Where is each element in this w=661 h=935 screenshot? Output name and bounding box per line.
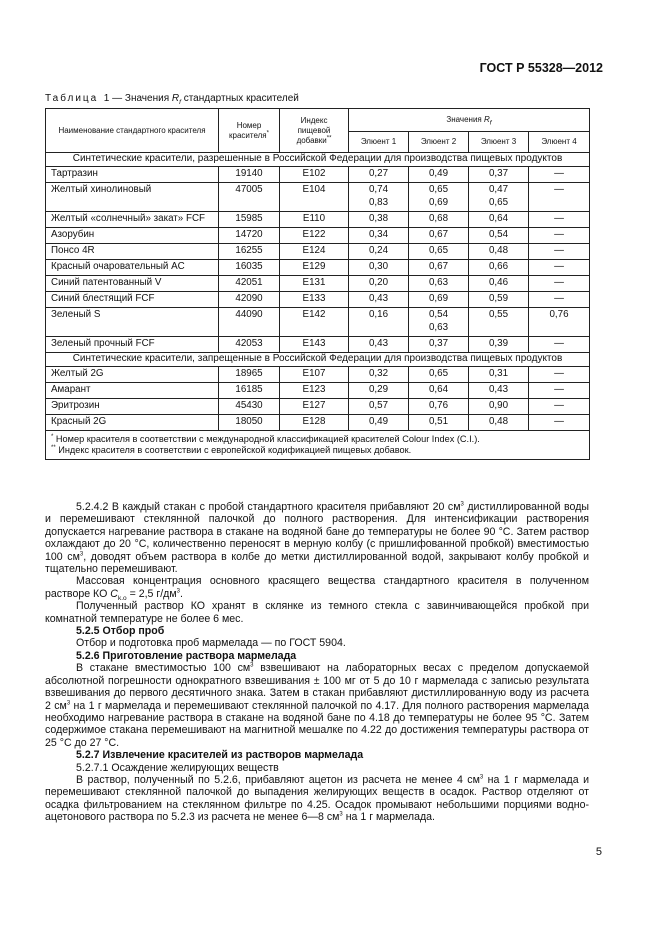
caption-text-before: — Значения (112, 93, 170, 104)
table-row: Эритрозин 45430 E127 0,57 0,76 0,90 — (46, 399, 590, 415)
table-row: Зеленый S 44090 E142 0,16 0,54 0,63 0,55 0,76 (46, 308, 590, 337)
heading-5-2-7: 5.2.7 Извлечение красителей из растворов мармелада (76, 749, 364, 762)
paragraph-concentration: Массовая концентрация основного красящего вещества стандартного красителя в полученном растворе КО $C_{k.o} = 2,5$ $г/дм^3$. (45, 575, 589, 602)
table-row: Желтый хинолиновый 47005 E104 0,74 0,83 0,65 0,69 0,47 0,65 — (46, 183, 590, 212)
table-row: Синий патентованный V 42051 E131 0,20 0,63 0,46 — (46, 276, 590, 292)
caption-number: 1 (103, 93, 110, 104)
paragraph-acetone: В раствор, полученный по 5.2.6, прибавляют ацетон из расчета не менее 4 $см^3$ на 1 г мармелада и перемешивают стеклянной палочкой до выпадения желирующих веществ в осадок. Раствор отделяют от осадка фильтрованием на стеклянном фильтре по 4.25. Осадок промывают небольшими порциями водно-ацетонового раствора по 5.2.3 из расчета не менее 6—8 $см^3$ на 1 г мармелада. (45, 773, 589, 824)
header-number: Номер красителя* (219, 109, 280, 153)
header-eluent-2: Элюент 2 (409, 132, 469, 153)
caption-rf: $R_f$ (171, 93, 181, 106)
table-row: Тартразин 19140 E102 0,27 0,49 0,37 — (46, 167, 590, 183)
table-row: Синий блестящий FCF 42090 E133 0,43 0,69 0,59 — (46, 292, 590, 308)
header-values: Значения $R_f$ (349, 109, 590, 132)
table-row: Красный очаровательный AC 16035 E129 0,30 0,67 0,66 — (46, 260, 590, 276)
paragraph-5-2-7-1: 5.2.7.1 Осаждение желирующих веществ (76, 761, 279, 774)
body-text (45, 501, 589, 824)
header-index: Индекс пищевой добавки** (280, 109, 349, 153)
caption-prefix: Таблица (45, 93, 99, 104)
section-forbidden: Синтетические красители, запрещенные в Российской Федерации для производства пищевых продуктов (46, 353, 590, 367)
table-row: Зеленый прочный FCF 42053 E143 0,43 0,37 0,39 — (46, 337, 590, 353)
heading-5-2-5: 5.2.5 Отбор проб (76, 625, 165, 638)
header-name: Наименование стандартного красителя (46, 109, 219, 153)
table-footnotes (46, 431, 590, 460)
table-row: Красный 2G 18050 E128 0,49 0,51 0,48 — (46, 415, 590, 431)
footnote-2: ** Индекс красителя в соответствии с европейской кодификацией пищевых добавок. (51, 444, 412, 455)
heading-5-2-6: 5.2.6 Приготовление раствора мармелада (76, 649, 297, 662)
caption-text-after: стандартных красителей (183, 93, 299, 104)
table-row: Желтый «солнечный» закат» FCF 15985 E110 0,38 0,68 0,64 — (46, 212, 590, 228)
document-id: ГОСТ Р 55328—2012 (479, 61, 603, 75)
table-row: Понсо 4R 16255 E124 0,24 0,65 0,48 — (46, 244, 590, 260)
table-caption (45, 93, 299, 104)
paragraph-5-2-6: В стакане вместимостью 100 $см^3$ взвешивают на лабораторных весах с пределом допускаемой абсолютной погрешности однократного взвешивания ± 100 мг от 5 до 10 г мармелада с записью результата взвешивания до первого десятичного знака. Затем в стакан прибавляют дистиллированную воду из расчета 2 $см^3$ на 1 г мармелада и перемешивают стеклянной палочкой по 4.17. Для полного растворения мармелада необходимо нагревание раствора в стакане на водяной бане по 4.18 до температуры не более 95 °С. Затем содержимое стакана перемешивают на магнитной мешалке по 4.22 до достижения температуры раствора от 25 °С до 27 °С. (45, 662, 589, 749)
paragraph-storage: Полученный раствор КО хранят в склянке из темного стекла с завинчивающейся пробкой при комнатной температуре не более 6 мес. (45, 600, 589, 625)
header-eluent-4: Элюент 4 (529, 132, 590, 153)
table-row: Желтый 2G 18965 E107 0,32 0,65 0,31 — (46, 367, 590, 383)
header-eluent-3: Элюент 3 (469, 132, 529, 153)
section-allowed: Синтетические красители, разрешенные в Российской Федерации для производства пищевых продуктов (46, 153, 590, 167)
paragraph-5-2-4-2: 5.2.4.2 В каждый стакан с пробой стандартного красителя прибавляют 20 $см^3$ дистиллированной воды и перемешивают стеклянной палочкой до полного растворения. Для интенсификации растворения допускается нагревание раствора в стакане на водяной бане до температуры не более 90 °С. Затем раствор охлаждают до 20 °С, количественно переносят в мерную колбу (с пришлифованной пробкой) вместимостью 100 $см^3$, доводят объем раствора в колбе до метки дистиллированной водой, закрывают колбу пробкой и тщательно перемешивают. (45, 501, 589, 576)
table-row: Амарант 16185 E123 0,29 0,64 0,43 — (46, 383, 590, 399)
page-number: 5 (595, 846, 602, 858)
paragraph-sampling: Отбор и подготовка проб мармелада — по ГОСТ 5904. (76, 637, 346, 650)
rf-values-table (45, 108, 590, 460)
table-row: Азорубин 14720 E122 0,34 0,67 0,54 — (46, 228, 590, 244)
footnote-1: * Номер красителя в соответствии с международной классификацией красителей Colour Index (C.I.). (51, 433, 480, 444)
header-eluent-1: Элюент 1 (349, 132, 409, 153)
